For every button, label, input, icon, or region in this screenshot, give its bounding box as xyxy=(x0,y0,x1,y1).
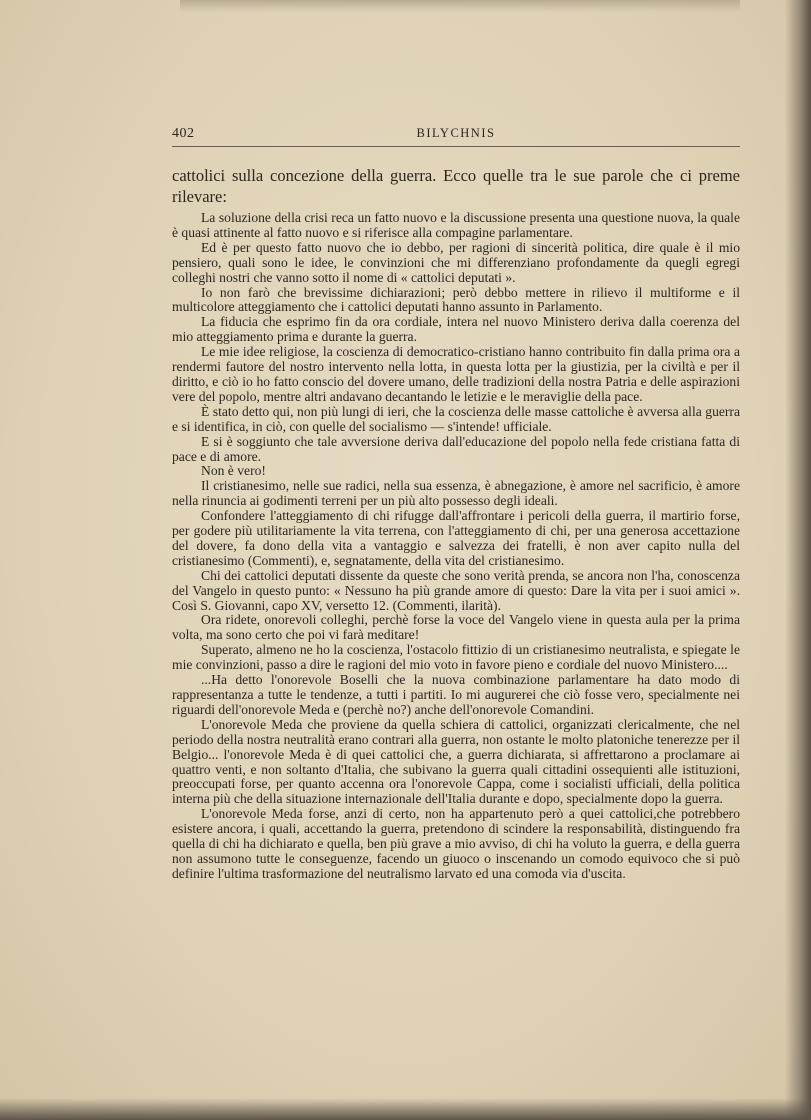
speech-paragraph: Superato, almeno ne ho la coscienza, l'ostacolo fittizio di un cristianesimo neutralista, e spiegate le mie convinzioni, passo a dire le ragioni del mio voto in favore pieno e cordiale del nuovo Ministero.... xyxy=(172,642,740,673)
speech-paragraph: È stato detto qui, non più lungi di ieri, che la coscienza delle masse cattoliche è avversa alla guerra e si identifica, in ciò, con quelle del socialismo — s'intende! ufficiale. xyxy=(172,403,740,434)
quoted-speech xyxy=(172,211,740,882)
speech-paragraph: Non è vero! xyxy=(201,463,266,479)
speech-paragraph: L'onorevole Meda forse, anzi di certo, non ha appartenuto però a quei cattolici,che potrebbero esistere ancora, i quali, accettando la guerra, pretendono di scindere la responsabilità, distinguendo fra quella di chi ha dichiarato e quella, ben più grave a mio avviso, di chi ha voluto la guerra, e della guerra non assumono tutte le conseguenze, facendo un giuoco o inscenando un comodo equivoco che si può definire l'ultima trasformazione del neutralismo larvato ed una comoda via d'uscita. xyxy=(172,806,740,881)
speech-paragraph: Il cristianesimo, nelle sue radici, nella sua essenza, è abnegazione, è amore nel sacrificio, è amore nella rinuncia ai godimenti terreni per un più alto possesso degli ideali. xyxy=(172,478,740,509)
speech-paragraph: La fiducia che esprimo fin da ora cordiale, intera nel nuovo Ministero deriva dalla coerenza del mio atteggiamento prima e durante la guerra. xyxy=(172,314,740,345)
page-right-shadow xyxy=(785,0,811,1120)
running-head: BILYCHNIS xyxy=(416,126,496,140)
speech-paragraph: L'onorevole Meda che proviene da quella schiera di cattolici, organizzati clericalmente, che nel periodo della nostra neutralità erano contrari alla guerra, non ostante le molto platoniche tenerezze per il Belgio... l'onorevole Meda è di quei cattolici che, a guerra dichiarata, si affrettarono a proclamare ai quattro venti, e non soltanto d'Italia, che subivano la guerra quali cittadini ossequienti alle istituzioni, preoccupati forse, per quanto accenna ora l'onorevole Cappa, come i socialisti ufficiali, della politica interna più che della situazione internazionale dell'Italia durante e dopo, specialmente dopo la guerra. xyxy=(172,716,740,807)
speech-paragraph: ...Ha detto l'onorevole Boselli che la nuova combinazione parlamentare ha dato modo di rappresentanza a tutte le tendenze, a tutti i partiti. Io mi augurerei che ciò fosse vero, specialmente nei riguardi dell'onorevole Meda e (perchè no?) anche dell'onorevole Comandini. xyxy=(172,672,740,717)
speech-paragraph: Io non farò che brevissime dichiarazioni; però debbo mettere in rilievo il multiforme e il multicolore atteggiamento che i cattolici deputati hanno assunto in Parlamento. xyxy=(172,284,740,315)
speech-paragraph: Chi dei cattolici deputati dissente da queste che sono verità prenda, se ancora non l'ha, conoscenza del Vangelo in questo punto: « Nessuno ha più grande amore di questo: Dare la vita per i suoi amici ». Così S. Giovanni, capo XV, versetto 12. (Commenti, ilarità). xyxy=(172,567,740,613)
speech-paragraph: La soluzione della crisi reca un fatto nuovo e la discussione presenta una questione nuova, la quale è quasi attinente al fatto nuovo e si riferisce alla compagine parlamentare. xyxy=(172,210,740,240)
speech-paragraph: Confondere l'atteggiamento di chi rifugge dall'affrontare i pericoli della guerra, il martirio forse, per godere più utilitariamente la vita terrena, con l'atteggiamento di chi, per una generosa accettazione del dovere, fa dono della vita a vantaggio e salvezza dei fratelli, è non aver capito nulla del cristianesimo (Commenti), e, segnatamente, della vita del cristianesimo. xyxy=(172,508,740,568)
page-top-shadow xyxy=(180,0,740,12)
page-header xyxy=(172,126,740,144)
speech-paragraph: E si è soggiunto che tale avversione deriva dall'educazione del popolo nella fede cristiana fatta di pace e di amore. xyxy=(172,433,740,464)
page-bottom-shadow xyxy=(0,1098,811,1120)
speech-paragraph: Le mie idee religiose, la coscienza di democratico-cristiano hanno contribuito fin dalla prima ora a rendermi fautore del nostro intervento nella lotta, in questa lotta per la giustizia, per la civiltà e per il diritto, e ciò io ho fatto conscio del dovere umano, delle tradizioni della nostra Patria e delle aspirazioni vere del popolo, mentre altri andavano decantando le letizie e le meraviglie della pace. xyxy=(172,344,740,404)
intro-text: cattolici sulla concezione della guerra. Ecco quelle tra le sue parole che ci preme rilevare: xyxy=(172,166,740,206)
speech-paragraph: Ora ridete, onorevoli colleghi, perchè forse la voce del Vangelo viene in questa aula per la prima volta, ma sono certo che poi vi farà meditare! xyxy=(172,612,740,643)
header-rule xyxy=(172,146,740,147)
page-number: 402 xyxy=(172,126,195,141)
speech-paragraph: Ed è per questo fatto nuovo che io debbo, per ragioni di sincerità politica, dire quale è il mio pensiero, quali sono le idee, le convinzioni che mi differenziano profondamente da quegli egregi colleghi nostri che vanno sotto il nome di « cattolici deputati ». xyxy=(172,239,740,285)
